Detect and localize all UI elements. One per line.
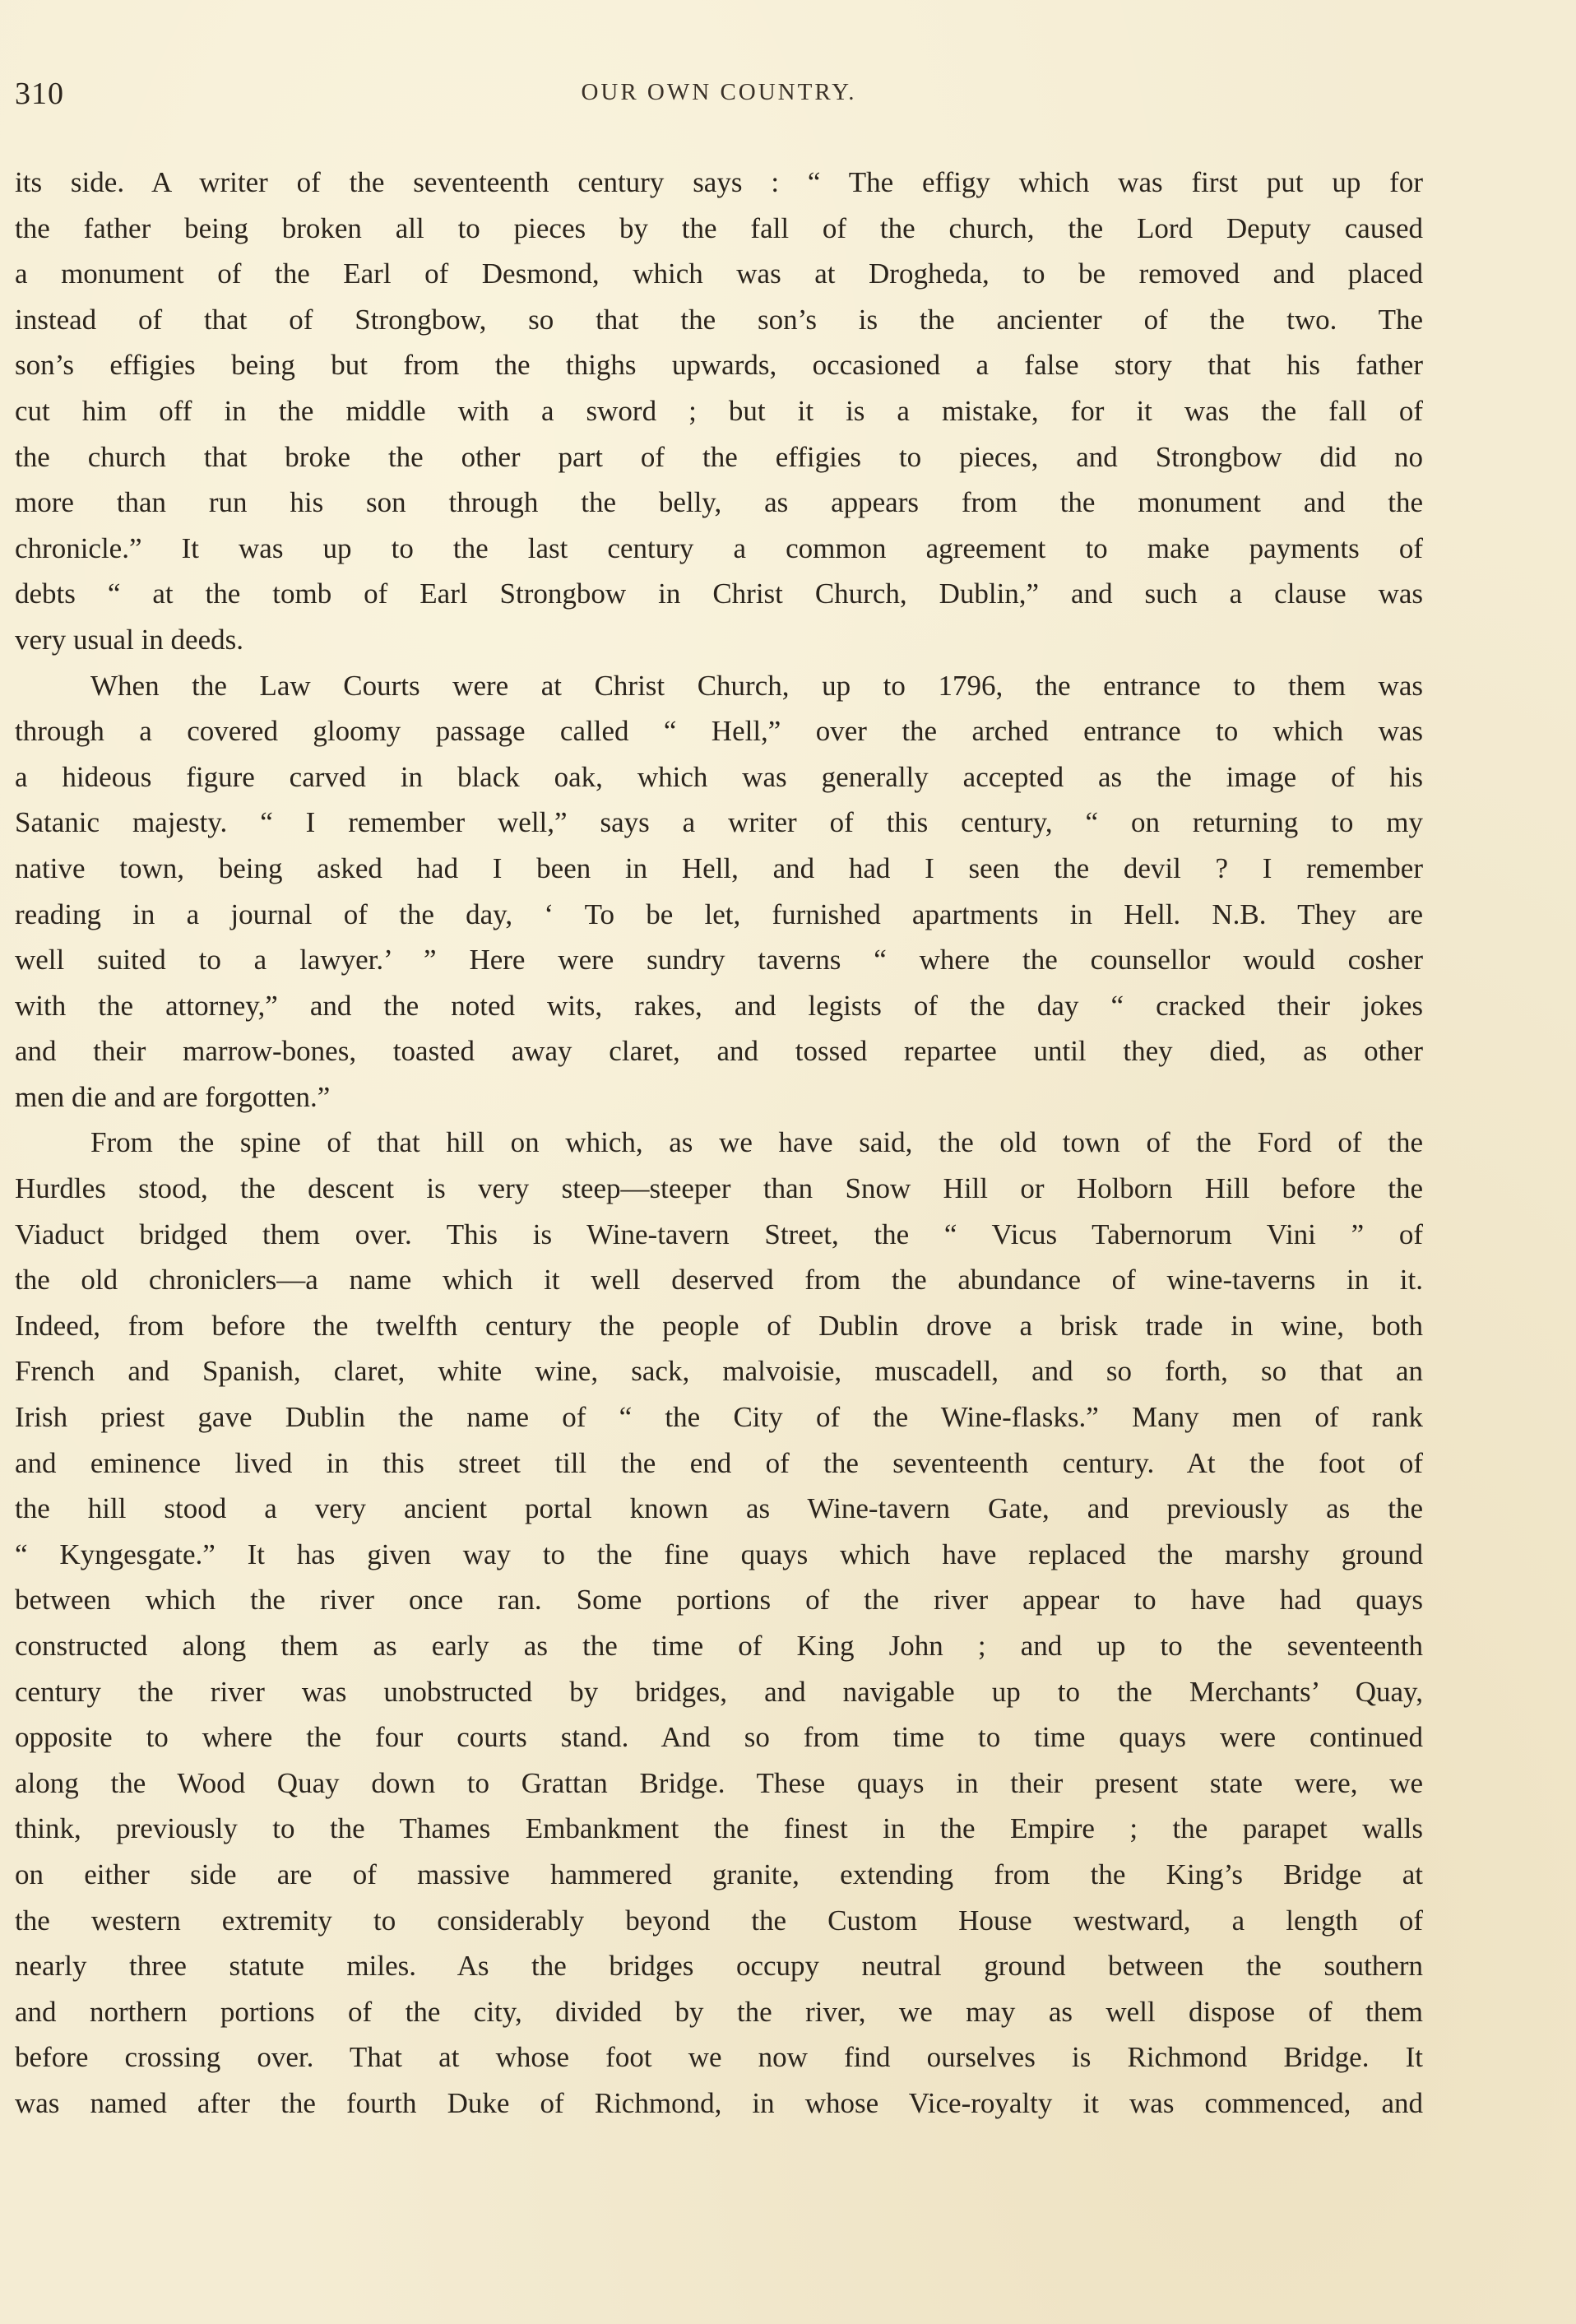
text-line: Hurdles stood, the descent is very steep—steeper than Snow Hill or Holborn Hill before the (15, 1172, 1423, 1205)
text-line: Irish priest gave Dublin the name of “ the City of the Wine-flasks.” Many men of rank (15, 1401, 1423, 1434)
text-line: chronicle.” It was up to the last century a common agreement to make payments of (15, 531, 1423, 564)
text-line: through a covered gloomy passage called “ Hell,” over the arched entrance to which was (15, 715, 1423, 748)
text-line: debts “ at the tomb of Earl Strongbow in Christ Church, Dublin,” and such a clause was (15, 578, 1423, 610)
text-line: on either side are of massive hammered granite, extending from the King’s Bridge at (15, 1858, 1423, 1890)
text-line: the father being broken all to pieces by the fall of the church, the Lord Deputy caused (15, 211, 1423, 244)
text-line: century the river was unobstructed by bridges, and navigable up to the Merchants’ Quay, (15, 1675, 1423, 1708)
text-line: nearly three statute miles. As the bridges occupy neutral ground between the southern (15, 1950, 1423, 1983)
text-line: the western extremity to considerably beyond the Custom House westward, a length of (15, 1904, 1423, 1937)
text-line: think, previously to the Thames Embankment the finest in the Empire ; the parapet walls (15, 1812, 1423, 1845)
text-line: men die and are forgotten.” (15, 1080, 331, 1113)
text-line: its side. A writer of the seventeenth century says : “ The effigy which was first put up for (15, 166, 1423, 198)
text-line: the hill stood a very ancient portal known as Wine-tavern Gate, and previously as the (15, 1492, 1423, 1525)
text-line: and their marrow-bones, toasted away claret, and tossed repartee until they died, as other (15, 1035, 1423, 1068)
text-line: with the attorney,” and the noted wits, rakes, and legists of the day “ cracked their jokes (15, 989, 1423, 1022)
text-line: From the spine of that hill on which, as we have said, the old town of the Ford of the (90, 1126, 1423, 1159)
page-number: 310 (15, 77, 64, 111)
text-line: “ Kyngesgate.” It has given way to the fine quays which have replaced the marshy ground (15, 1538, 1423, 1570)
text-line: very usual in deeds. (15, 623, 243, 656)
running-title: OUR OWN COUNTRY. (581, 79, 857, 105)
text-line: before crossing over. That at whose foot we now find ourselves is Richmond Bridge. It (15, 2041, 1423, 2074)
text-line: was named after the fourth Duke of Richmond, in whose Vice-royalty it was commenced, and (15, 2086, 1423, 2119)
text-line: When the Law Courts were at Christ Church, up to 1796, the entrance to them was (90, 669, 1423, 702)
text-line: son’s effigies being but from the thighs upwards, occasioned a false story that his father (15, 349, 1423, 382)
text-line: and eminence lived in this street till the end of the seventeenth century. At the foot of (15, 1446, 1423, 1479)
text-line: and northern portions of the city, divided by the river, we may as well dispose of them (15, 1995, 1423, 2028)
text-line: a monument of the Earl of Desmond, which was at Drogheda, to be removed and placed (15, 257, 1423, 290)
text-line: reading in a journal of the day, ‘ To be let, furnished apartments in Hell. N.B. They are (15, 898, 1423, 930)
text-line: Indeed, from before the twelfth century the people of Dublin drove a brisk trade in wine, both (15, 1309, 1423, 1342)
text-line: constructed along them as early as the time of King John ; and up to the seventeenth (15, 1630, 1423, 1662)
text-line: along the Wood Quay down to Grattan Bridge. These quays in their present state were, we (15, 1766, 1423, 1799)
text-line: French and Spanish, claret, white wine, sack, malvoisie, muscadell, and so forth, so that an (15, 1355, 1423, 1388)
text-line: more than run his son through the belly, as appears from the monument and the (15, 486, 1423, 519)
body-text (15, 160, 1423, 2127)
text-line: between which the river once ran. Some portions of the river appear to have had quays (15, 1584, 1423, 1617)
text-line: cut him off in the middle with a sword ; but it is a mistake, for it was the fall of (15, 394, 1423, 427)
running-head (15, 76, 1423, 117)
text-line: well suited to a lawyer.’ ” Here were sundry taverns “ where the counsellor would cosher (15, 944, 1423, 976)
text-line: Viaduct bridged them over. This is Wine-tavern Street, the “ Vicus Tabernorum Vini ” of (15, 1218, 1423, 1250)
text-line: a hideous figure carved in black oak, which was generally accepted as the image of his (15, 760, 1423, 793)
text-line: native town, being asked had I been in Hell, and had I seen the devil ? I remember (15, 851, 1423, 884)
text-line: instead of that of Strongbow, so that the son’s is the ancienter of the two. The (15, 303, 1423, 336)
text-line: opposite to where the four courts stand. And so from time to time quays were continued (15, 1721, 1423, 1754)
text-line: the church that broke the other part of the effigies to pieces, and Strongbow did no (15, 440, 1423, 473)
text-line: the old chroniclers—a name which it well deserved from the abundance of wine-taverns in it. (15, 1264, 1423, 1297)
text-line: Satanic majesty. “ I remember well,” says a writer of this century, “ on returning to my (15, 806, 1423, 839)
